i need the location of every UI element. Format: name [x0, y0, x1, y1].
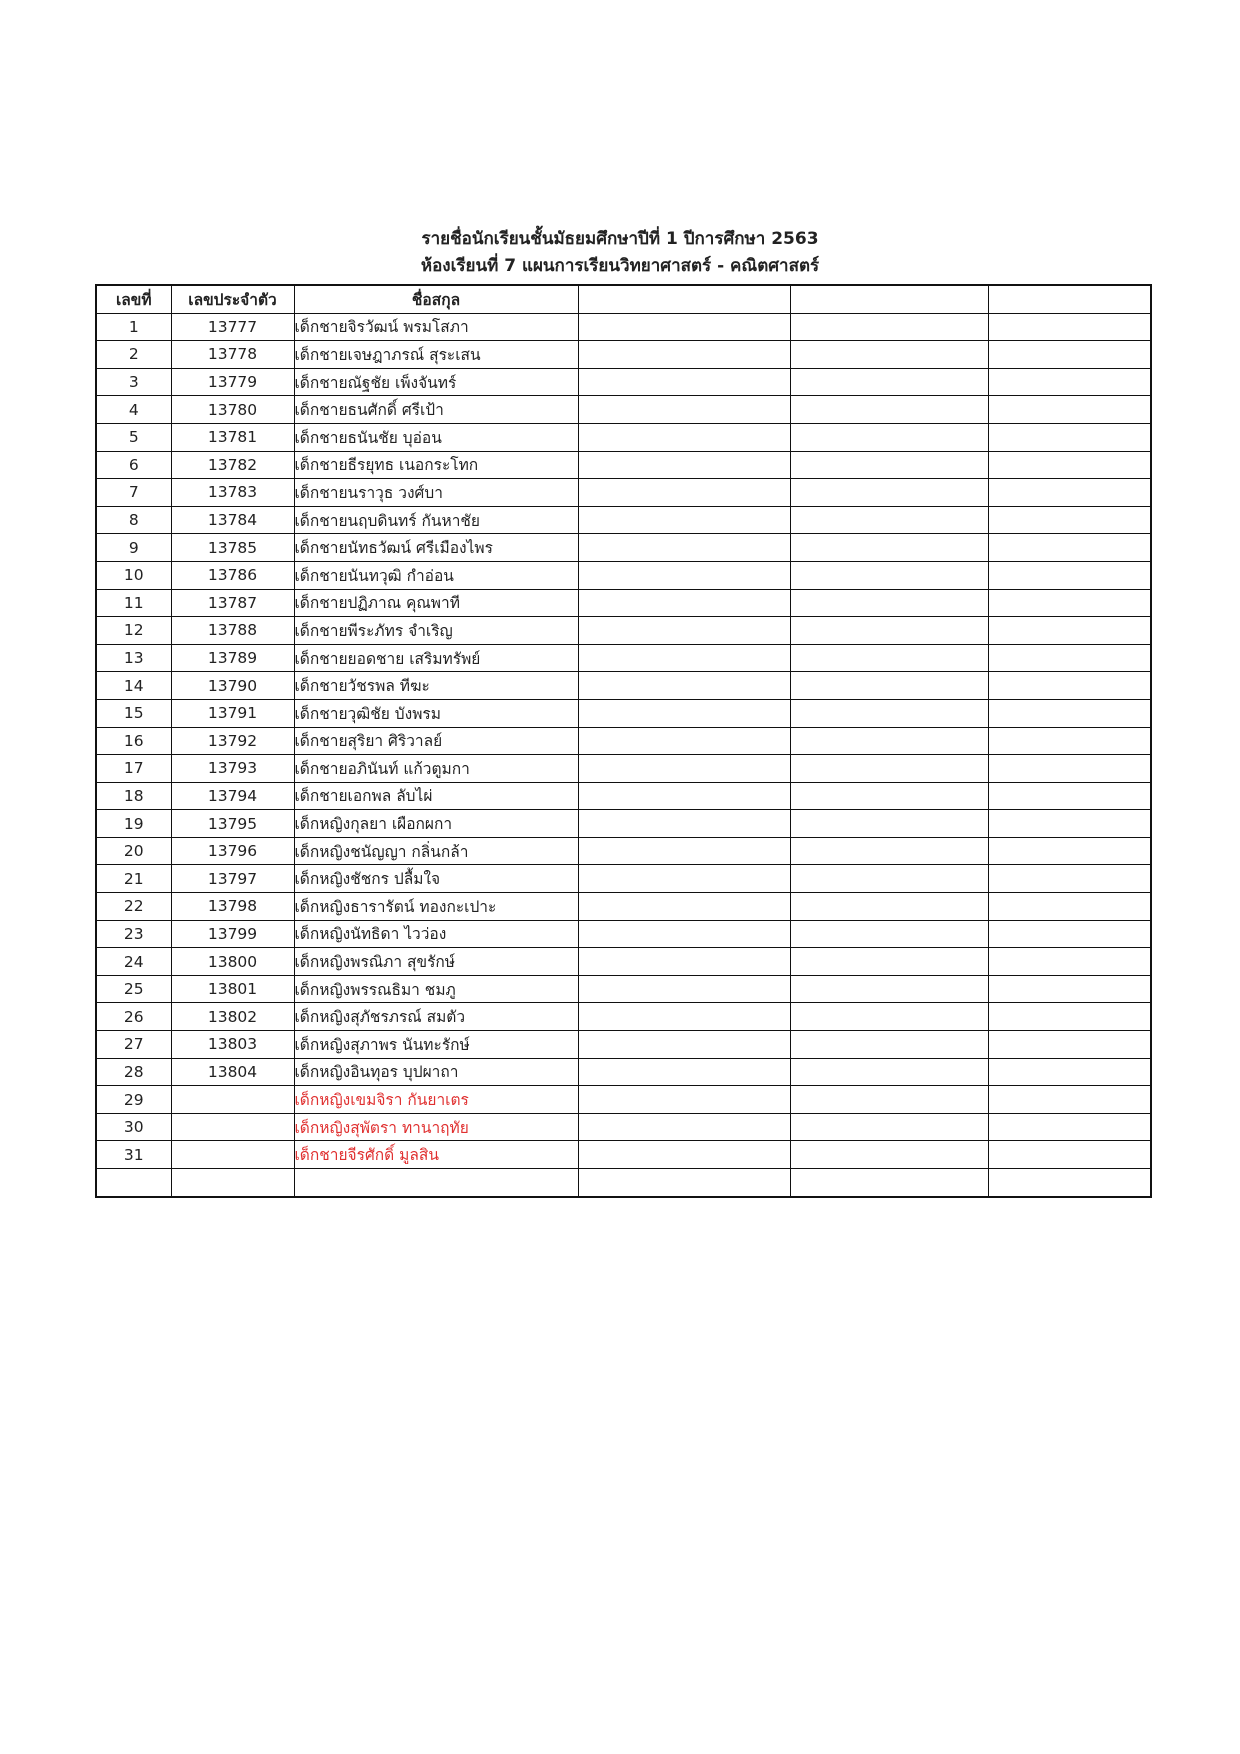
blank-cell — [578, 810, 790, 838]
student-name-cell: เด็กชายยอดชาย เสริมทรัพย์ — [294, 644, 578, 672]
blank-cell — [790, 699, 988, 727]
title-line-2: ห้องเรียนที่ 7 แผนการเรียนวิทยาศาสตร์ - คณิตศาสตร์ — [420, 256, 820, 276]
student-name-cell: เด็กหญิงนัทธิดา ไวว่อง — [294, 920, 578, 948]
student-name-cell: เด็กชายเอกพล ลับไผ่ — [294, 782, 578, 810]
table-row — [96, 672, 1151, 700]
blank-cell — [578, 617, 790, 645]
row-number-cell: 3 — [96, 368, 171, 396]
blank-cell — [988, 644, 1151, 672]
student-id-cell — [171, 1113, 294, 1141]
blank-cell — [790, 313, 988, 341]
blank-cell — [988, 1058, 1151, 1086]
row-number-cell: 10 — [96, 561, 171, 589]
blank-cell — [790, 451, 988, 479]
blank-cell — [988, 589, 1151, 617]
blank-cell — [790, 1113, 988, 1141]
student-id-cell: 13779 — [171, 368, 294, 396]
table-row — [96, 341, 1151, 369]
blank-cell — [988, 810, 1151, 838]
table-row — [96, 589, 1151, 617]
blank-cell — [578, 1113, 790, 1141]
blank-cell — [988, 865, 1151, 893]
table-row — [96, 755, 1151, 783]
blank-cell — [988, 617, 1151, 645]
student-name-cell: เด็กหญิงพรรณธิมา ชมภู — [294, 975, 578, 1003]
blank-cell — [578, 589, 790, 617]
student-id-cell: 13782 — [171, 451, 294, 479]
row-number-cell: 9 — [96, 534, 171, 562]
student-id-cell — [171, 1169, 294, 1197]
table-row — [96, 810, 1151, 838]
row-number-cell: 5 — [96, 423, 171, 451]
table-row — [96, 1086, 1151, 1114]
student-name-cell: เด็กชายจีรศักดิ์ มูลสิน — [294, 1141, 578, 1169]
blank-cell — [578, 561, 790, 589]
blank-cell — [790, 810, 988, 838]
blank-cell — [790, 672, 988, 700]
blank-cell — [578, 341, 790, 369]
student-id-cell: 13796 — [171, 837, 294, 865]
row-number-cell: 18 — [96, 782, 171, 810]
table-row — [96, 423, 1151, 451]
row-number-cell: 4 — [96, 396, 171, 424]
student-id-cell: 13785 — [171, 534, 294, 562]
student-id-cell — [171, 1086, 294, 1114]
blank-cell — [988, 1003, 1151, 1031]
table-row — [96, 920, 1151, 948]
table-row — [96, 479, 1151, 507]
table-row — [96, 865, 1151, 893]
row-number-cell: 24 — [96, 948, 171, 976]
blank-cell — [790, 534, 988, 562]
student-id-cell: 13795 — [171, 810, 294, 838]
student-id-cell: 13787 — [171, 589, 294, 617]
row-number-cell: 20 — [96, 837, 171, 865]
row-number-cell: 19 — [96, 810, 171, 838]
student-id-cell — [171, 1141, 294, 1169]
student-name-cell: เด็กชายสุริยา ศิริวาลย์ — [294, 727, 578, 755]
blank-cell — [790, 920, 988, 948]
table-row — [96, 1031, 1151, 1059]
row-number-cell: 8 — [96, 506, 171, 534]
blank-cell — [988, 920, 1151, 948]
blank-cell — [988, 534, 1151, 562]
table-row — [96, 1169, 1151, 1197]
student-name-cell: เด็กหญิงชนัญญา กลิ่นกล้า — [294, 837, 578, 865]
row-number-cell: 29 — [96, 1086, 171, 1114]
row-number-cell: 25 — [96, 975, 171, 1003]
blank-cell — [578, 672, 790, 700]
blank-cell — [988, 1141, 1151, 1169]
student-name-cell: เด็กหญิงพรณิภา สุขรักษ์ — [294, 948, 578, 976]
student-name-cell: เด็กชายนัทธวัฒน์ ศรีเมืองไพร — [294, 534, 578, 562]
blank-cell — [988, 1031, 1151, 1059]
student-name-cell: เด็กชายเจษฎาภรณ์ สุระเสน — [294, 341, 578, 369]
table-row — [96, 313, 1151, 341]
blank-cell — [578, 920, 790, 948]
student-name-cell: เด็กชายวัชรพล ทีฆะ — [294, 672, 578, 700]
blank-cell — [578, 1086, 790, 1114]
blank-cell — [578, 644, 790, 672]
student-id-cell: 13783 — [171, 479, 294, 507]
student-name-cell: เด็กชายธีรยุทธ เนอกระโทก — [294, 451, 578, 479]
blank-cell — [988, 1086, 1151, 1114]
blank-cell — [790, 561, 988, 589]
title-line-1: รายชื่อนักเรียนชั้นมัธยมศึกษาปีที่ 1 ปีการศึกษา 2563 — [421, 229, 819, 249]
blank-cell — [988, 561, 1151, 589]
student-name-cell: เด็กชายนฤบดินทร์ กันหาชัย — [294, 506, 578, 534]
table-row — [96, 948, 1151, 976]
row-number-cell: 27 — [96, 1031, 171, 1059]
blank-cell — [578, 534, 790, 562]
student-id-cell: 13803 — [171, 1031, 294, 1059]
table-row — [96, 534, 1151, 562]
student-name-cell: เด็กชายณัฐชัย เพ็งจันทร์ — [294, 368, 578, 396]
blank-cell — [790, 617, 988, 645]
blank-cell — [790, 975, 988, 1003]
blank-cell — [988, 755, 1151, 783]
student-name-cell: เด็กชายอภินันท์ แก้วตูมกา — [294, 755, 578, 783]
blank-cell — [578, 837, 790, 865]
blank-cell — [578, 313, 790, 341]
blank-cell — [578, 975, 790, 1003]
blank-cell — [988, 727, 1151, 755]
blank-cell — [988, 479, 1151, 507]
blank-cell — [988, 396, 1151, 424]
student-id-cell: 13777 — [171, 313, 294, 341]
table-row — [96, 975, 1151, 1003]
table-row — [96, 1003, 1151, 1031]
row-number-cell: 31 — [96, 1141, 171, 1169]
student-id-cell: 13799 — [171, 920, 294, 948]
student-id-cell: 13793 — [171, 755, 294, 783]
row-number-cell: 2 — [96, 341, 171, 369]
blank-cell — [578, 396, 790, 424]
student-name-cell: เด็กหญิงชัชกร ปลื้มใจ — [294, 865, 578, 893]
table-row — [96, 506, 1151, 534]
student-name-cell: เด็กชายนราวุธ วงศ์บา — [294, 479, 578, 507]
table-row — [96, 368, 1151, 396]
header-cell-student-id: เลขประจำตัว — [171, 285, 294, 313]
blank-cell — [578, 1003, 790, 1031]
blank-cell — [988, 948, 1151, 976]
blank-cell — [790, 1031, 988, 1059]
student-name-cell: เด็กหญิงกุลยา เผือกผกา — [294, 810, 578, 838]
student-roster-table — [95, 284, 1152, 1198]
row-number-cell: 11 — [96, 589, 171, 617]
student-id-cell: 13778 — [171, 341, 294, 369]
student-id-cell: 13792 — [171, 727, 294, 755]
blank-cell — [790, 948, 988, 976]
row-number-cell: 14 — [96, 672, 171, 700]
blank-cell — [790, 893, 988, 921]
student-id-cell: 13791 — [171, 699, 294, 727]
student-name-cell: เด็กชายปฏิภาณ คุณพาที — [294, 589, 578, 617]
student-name-cell: เด็กชายธนศักดิ์ ศรีเป้า — [294, 396, 578, 424]
blank-cell — [988, 341, 1151, 369]
student-name-cell: เด็กหญิงสุภัชรภรณ์ สมตัว — [294, 1003, 578, 1031]
table-row — [96, 396, 1151, 424]
table-row — [96, 644, 1151, 672]
blank-cell — [790, 368, 988, 396]
blank-cell — [578, 755, 790, 783]
blank-cell — [578, 948, 790, 976]
table-header-row — [96, 285, 1151, 313]
blank-cell — [988, 423, 1151, 451]
blank-cell — [988, 837, 1151, 865]
row-number-cell: 17 — [96, 755, 171, 783]
student-id-cell: 13798 — [171, 893, 294, 921]
table-row — [96, 893, 1151, 921]
table-row — [96, 782, 1151, 810]
blank-cell — [578, 1058, 790, 1086]
header-cell-no: เลขที่ — [96, 285, 171, 313]
blank-cell — [578, 1169, 790, 1197]
blank-cell — [790, 865, 988, 893]
row-number-cell: 28 — [96, 1058, 171, 1086]
table-row — [96, 837, 1151, 865]
student-name-cell: เด็กชายพีระภัทร จำเริญ — [294, 617, 578, 645]
student-id-cell: 13797 — [171, 865, 294, 893]
student-name-cell: เด็กชายจิรวัฒน์ พรมโสภา — [294, 313, 578, 341]
blank-cell — [578, 727, 790, 755]
blank-cell — [790, 1003, 988, 1031]
blank-cell — [790, 1058, 988, 1086]
student-id-cell: 13786 — [171, 561, 294, 589]
blank-cell — [790, 837, 988, 865]
row-number-cell: 30 — [96, 1113, 171, 1141]
blank-cell — [790, 727, 988, 755]
blank-cell — [790, 423, 988, 451]
header-cell-blank-2 — [790, 285, 988, 313]
table-row — [96, 699, 1151, 727]
row-number-cell: 26 — [96, 1003, 171, 1031]
blank-cell — [988, 975, 1151, 1003]
student-name-cell: เด็กหญิงสุพัตรา ทานาฤทัย — [294, 1113, 578, 1141]
student-id-cell: 13804 — [171, 1058, 294, 1086]
student-name-cell — [294, 1169, 578, 1197]
row-number-cell: 6 — [96, 451, 171, 479]
blank-cell — [790, 341, 988, 369]
student-name-cell: เด็กชายนันทวุฒิ กำอ่อน — [294, 561, 578, 589]
table-row — [96, 1058, 1151, 1086]
blank-cell — [988, 506, 1151, 534]
document-title — [0, 226, 1240, 280]
row-number-cell: 13 — [96, 644, 171, 672]
blank-cell — [578, 368, 790, 396]
row-number-cell: 1 — [96, 313, 171, 341]
student-id-cell: 13800 — [171, 948, 294, 976]
blank-cell — [790, 396, 988, 424]
student-id-cell: 13794 — [171, 782, 294, 810]
blank-cell — [790, 644, 988, 672]
row-number-cell: 7 — [96, 479, 171, 507]
header-cell-blank-1 — [578, 285, 790, 313]
row-number-cell: 22 — [96, 893, 171, 921]
blank-cell — [578, 865, 790, 893]
blank-cell — [578, 1141, 790, 1169]
header-cell-name: ชื่อสกุล — [294, 285, 578, 313]
blank-cell — [790, 1169, 988, 1197]
student-id-cell: 13784 — [171, 506, 294, 534]
student-id-cell: 13802 — [171, 1003, 294, 1031]
blank-cell — [790, 479, 988, 507]
row-number-cell — [96, 1169, 171, 1197]
header-cell-blank-3 — [988, 285, 1151, 313]
student-id-cell: 13790 — [171, 672, 294, 700]
student-name-cell: เด็กชายวุฒิชัย บังพรม — [294, 699, 578, 727]
table-row — [96, 1141, 1151, 1169]
student-id-cell: 13789 — [171, 644, 294, 672]
student-name-cell: เด็กหญิงสุภาพร นันทะรักษ์ — [294, 1031, 578, 1059]
blank-cell — [790, 1141, 988, 1169]
blank-cell — [988, 313, 1151, 341]
row-number-cell: 12 — [96, 617, 171, 645]
blank-cell — [790, 506, 988, 534]
blank-cell — [988, 1169, 1151, 1197]
row-number-cell: 16 — [96, 727, 171, 755]
table-row — [96, 727, 1151, 755]
table-row — [96, 451, 1151, 479]
blank-cell — [578, 893, 790, 921]
student-name-cell: เด็กชายธนันชัย บุอ่อน — [294, 423, 578, 451]
blank-cell — [578, 423, 790, 451]
student-name-cell: เด็กหญิงธารารัตน์ ทองกะเปาะ — [294, 893, 578, 921]
blank-cell — [578, 699, 790, 727]
blank-cell — [790, 1086, 988, 1114]
table-row — [96, 561, 1151, 589]
student-name-cell: เด็กหญิงเขมจิรา กันยาเตร — [294, 1086, 578, 1114]
table-row — [96, 1113, 1151, 1141]
blank-cell — [790, 589, 988, 617]
student-id-cell: 13788 — [171, 617, 294, 645]
row-number-cell: 15 — [96, 699, 171, 727]
blank-cell — [790, 755, 988, 783]
student-id-cell: 13780 — [171, 396, 294, 424]
blank-cell — [578, 451, 790, 479]
blank-cell — [988, 1113, 1151, 1141]
student-name-cell: เด็กหญิงอินทุอร บุปผาถา — [294, 1058, 578, 1086]
blank-cell — [988, 368, 1151, 396]
blank-cell — [988, 893, 1151, 921]
row-number-cell: 23 — [96, 920, 171, 948]
blank-cell — [988, 672, 1151, 700]
table-body — [96, 313, 1151, 1197]
row-number-cell: 21 — [96, 865, 171, 893]
blank-cell — [988, 782, 1151, 810]
table-row — [96, 617, 1151, 645]
blank-cell — [790, 782, 988, 810]
blank-cell — [988, 451, 1151, 479]
blank-cell — [578, 479, 790, 507]
blank-cell — [988, 699, 1151, 727]
blank-cell — [578, 782, 790, 810]
blank-cell — [578, 1031, 790, 1059]
student-id-cell: 13801 — [171, 975, 294, 1003]
blank-cell — [578, 506, 790, 534]
student-id-cell: 13781 — [171, 423, 294, 451]
